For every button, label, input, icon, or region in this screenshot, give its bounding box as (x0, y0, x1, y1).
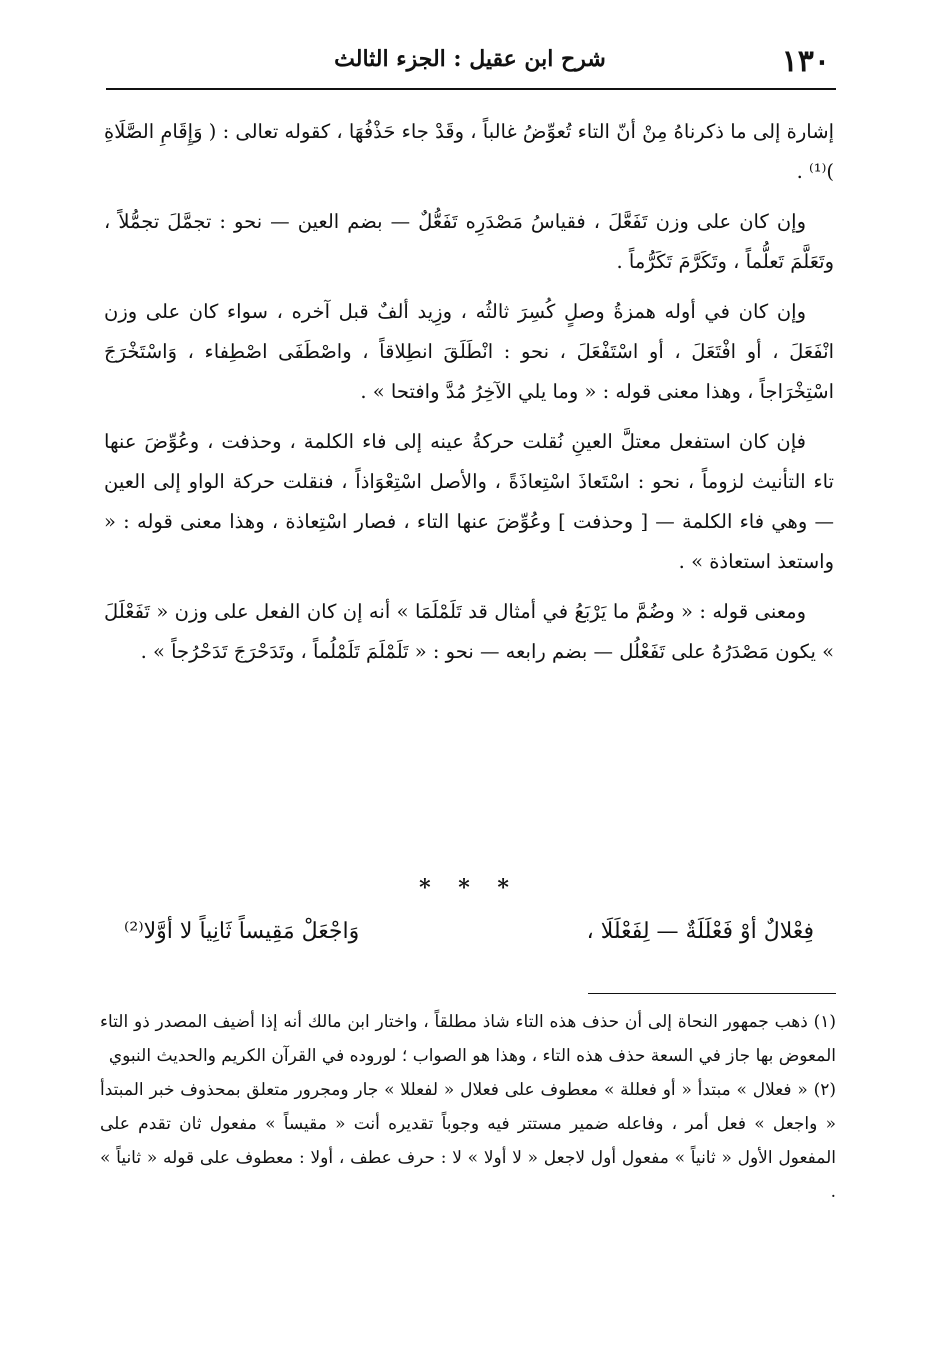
verse-line (104, 910, 834, 954)
footnote: (١) ذهب جمهور النحاة إلى أن حذف هذه التاء شاذ مطلقاً ، واختار ابن مالك أنه إذا أضيف المصدر ذو التاء المعوض بها جاز في السعة حذف هذه التاء ، وهذا هو الصواب ؛ لوروده في القرآن الكريم والحديث النبوي (100, 1012, 836, 1066)
running-title: شرح ابن عقيل : الجزء الثالث (334, 46, 606, 72)
footnote: (٢) « فعلال » مبتدأ « أو فعللة » معطوف على فعلال « لفعللا » جار ومجرور متعلق بمحذوف خبر المبتدأ « واجعل » فعل أمر ، وفاعله ضمير مستتر فيه وجوباً تقديره أنت « مقيساً » مفعول ثان تقدم على المفعول الأول « ثانياً » مفعول أول لاجعل « لا أولا » لا : حرف عطف ، أولا : معطوف على قوله « ثانياً » . (100, 1080, 836, 1202)
verse-right-hemistich: فِعْلالٌ أوْ فَعْلَلَةٌ — لِفَعْلَلَا ، (586, 919, 814, 944)
paragraph: وإن كان على وزن تَفَعَّلَ ، فقياسُ مَصْدَرِه تَفَعُّلٌ — بضم العين — نحو : تجمَّلَ تجمُّلاً ، وتَعَلَّمَ تَعلُّماً ، وتَكَرَّمَ تَكَرُّماً . (104, 210, 834, 273)
verse-left-hemistich: وَاجْعَلْ مَقِيساً ثَانِياً لا أوَّلا⁽²⁾ (124, 919, 360, 944)
main-text (104, 112, 834, 682)
paragraph: إشارة إلى ما ذكرناهُ مِنْ أنّ التاء تُعوِّضُ غالباً ، وقَدْ جاء حَذْفُهَا ، كقوله تعالى : ( وَإِقَامِ الصَّلَاةِ )⁽¹⁾ . (104, 120, 834, 183)
footnote-rule (588, 993, 836, 994)
footnotes (100, 1005, 836, 1209)
paragraph: فإن كان استفعل معتلَّ العينِ نُقلت حركةُ عينه إلى فاء الكلمة ، وحذفت ، وعُوِّضَ عنها تاء التأنيث لزوماً ، نحو : اسْتَعاذَ اسْتِعاذَةً ، والأصل اسْتِعْوَاذاً ، فنقلت حركة الواو إلى العين — وهي فاء الكلمة — [ وحذفت ] وعُوِّضَ عنها التاء ، فصار اسْتِعاذة ، وهذا معنى قوله : « واستعذ استعاذة » . (104, 430, 834, 573)
paragraph: وإن كان في أوله همزةُ وصلٍ كُسِرَ ثالثُه ، وزِيد ألفٌ قبل آخره ، سواء كان على وزن انْفَعَلَ ، أو افْتَعَلَ ، أو اسْتَفْعَلَ ، نحو : انْطَلَقَ انطِلاقاً ، واصْطَفَى اصْطِفاء ، وَاسْتَخْرَجَ اسْتِخْرَاجاً ، وهذا معنى قوله : « وما يلي الآخِرُ مُدَّ وافتحا » . (104, 300, 834, 403)
page-header (110, 40, 830, 80)
page-number: ١٣٠ (781, 44, 830, 79)
paragraph: ومعنى قوله : « وضُمَّ ما يَرْبَعُ في أمثال قد تَلَمْلَمَا » أنه إن كان الفعل على وزن « تَفَعْلَلَ » يكون مَصْدَرُهُ على تَفَعْلُل — بضم رابعه — نحو : « تَلَمْلَمَ تَلَمْلُماً ، وتَدَحْرَجَ تَدَحْرُجاً » . (104, 600, 834, 663)
section-separator: * * * (419, 875, 519, 901)
header-rule (106, 88, 836, 90)
